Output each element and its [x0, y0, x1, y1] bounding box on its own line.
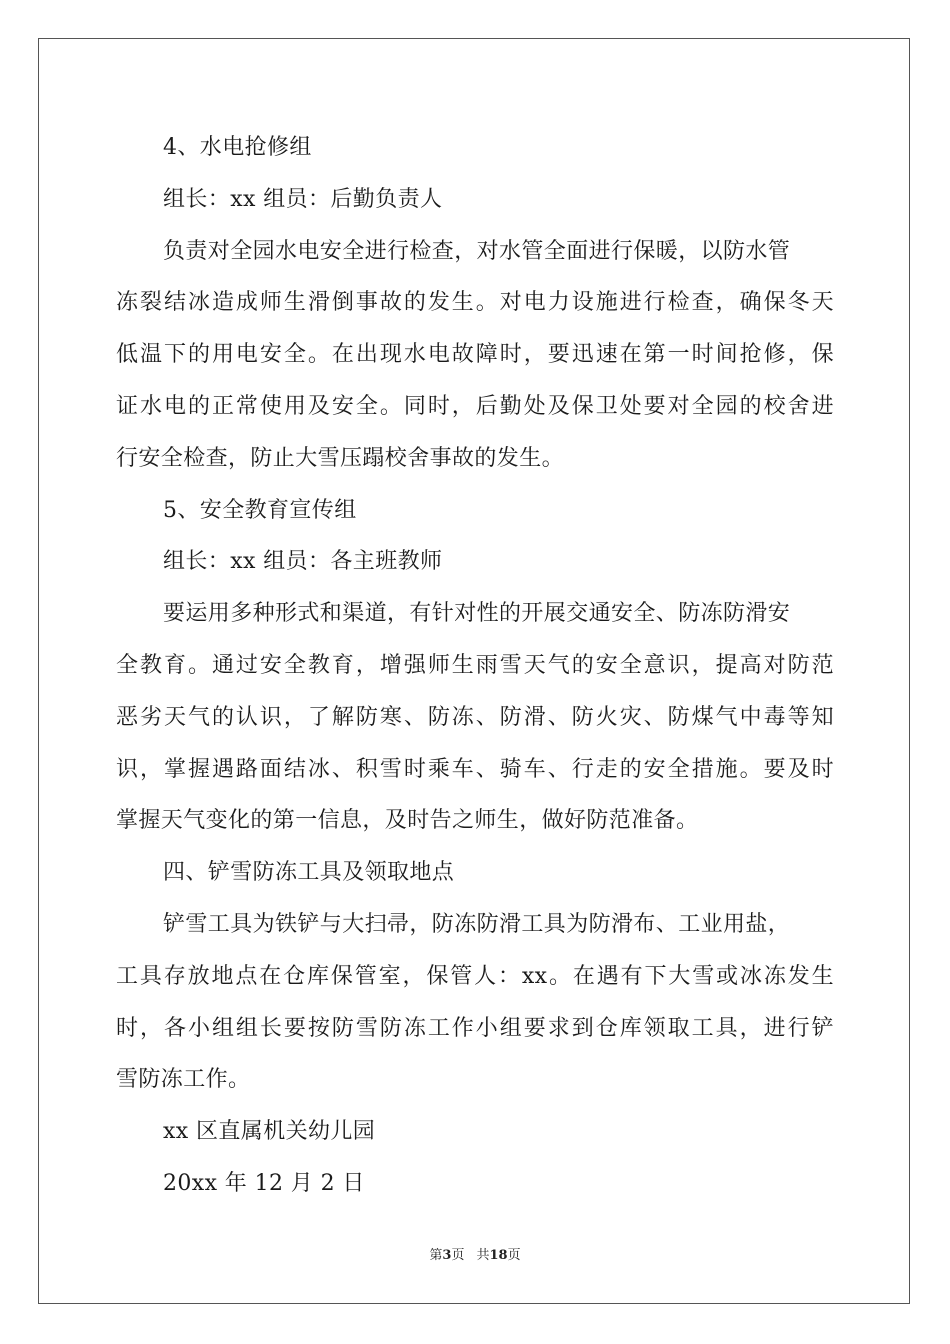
- total-suffix: 页: [507, 1248, 521, 1263]
- group-members: 组长：xx 组员：各主班教师: [163, 549, 443, 575]
- signature-organization: xx 区直属机关幼儿园: [163, 1119, 376, 1145]
- page-suffix: 页: [451, 1248, 465, 1263]
- group-members: 组长：xx 组员：后勤负责人: [163, 186, 443, 212]
- signature-date: 20xx 年 12 月 2 日: [163, 1170, 365, 1196]
- page-footer: [0, 1244, 950, 1263]
- paragraph-line: 证水电的正常使用及安全。同时，后勤处及保卫处要对全园的校舍进: [116, 393, 834, 419]
- paragraph-line: 铲雪工具为铁铲与大扫帚，防冻防滑工具为防滑布、工业用盐，: [163, 911, 791, 937]
- paragraph-line: 工具存放地点在仓库保管室，保管人：xx。在遇有下大雪或冰冻发生: [116, 963, 834, 989]
- paragraph-line: 冻裂结冰造成师生滑倒事故的发生。对电力设施进行检查，确保冬天: [116, 290, 834, 316]
- document-body: [116, 122, 834, 1210]
- page-prefix: 第: [429, 1248, 443, 1263]
- paragraph-line: 全教育。通过安全教育，增强师生雨雪天气的安全意识，提高对防范: [116, 652, 834, 678]
- paragraph-line: 要运用多种形式和渠道，有针对性的开展交通安全、防冻防滑安: [163, 601, 791, 627]
- paragraph-line: 低温下的用电安全。在出现水电故障时，要迅速在第一时间抢修，保: [116, 342, 834, 368]
- paragraph-line: 负责对全园水电安全进行检查，对水管全面进行保暖，以防水管: [163, 238, 791, 264]
- paragraph-line: 行安全检查，防止大雪压蹋校舍事故的发生。: [116, 445, 565, 471]
- section-heading: 5、安全教育宣传组: [163, 497, 357, 523]
- page-number: 3: [442, 1248, 452, 1263]
- section-heading: 4、水电抢修组: [163, 135, 312, 160]
- paragraph-line: 掌握天气变化的第一信息，及时告之师生，做好防范准备。: [116, 808, 699, 834]
- paragraph-line: 识，掌握遇路面结冰、积雪时乘车、骑车、行走的安全措施。要及时: [116, 756, 834, 782]
- paragraph-line: 时，各小组组长要按防雪防冻工作小组要求到仓库领取工具，进行铲: [116, 1015, 834, 1041]
- paragraph-line: 雪防冻工作。: [116, 1067, 251, 1093]
- total-prefix: 共: [476, 1248, 490, 1263]
- paragraph-line: 恶劣天气的认识，了解防寒、防冻、防滑、防火灾、防煤气中毒等知: [116, 704, 834, 730]
- section-heading: 四、铲雪防冻工具及领取地点: [163, 860, 455, 886]
- total-pages: 18: [489, 1248, 508, 1263]
